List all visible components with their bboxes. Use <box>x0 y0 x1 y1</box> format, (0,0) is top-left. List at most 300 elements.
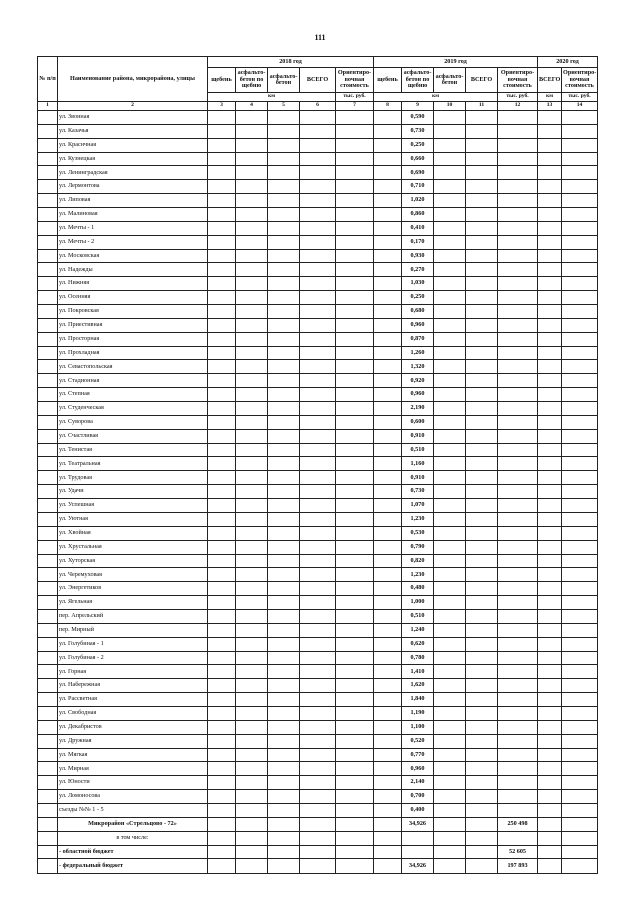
empty-cell <box>300 651 336 665</box>
empty-cell <box>434 360 466 374</box>
header-2019-asph-gravel: асфальто-бетон по щебню <box>402 68 434 93</box>
empty-cell <box>538 512 562 526</box>
street-name: ул. Театральная <box>58 457 208 471</box>
empty-cell <box>466 180 498 194</box>
header-col-name: Наименование района, микрорайона, улицы <box>58 57 208 102</box>
column-number: 3 <box>208 102 236 111</box>
column-number: 1 <box>38 102 58 111</box>
empty-cell <box>208 221 236 235</box>
table-row <box>38 540 598 554</box>
empty-cell <box>268 762 300 776</box>
table-row <box>38 526 598 540</box>
street-name: ул. Ягельная <box>58 596 208 610</box>
empty-cell <box>268 402 300 416</box>
length-2019: 0,820 <box>402 554 434 568</box>
empty-cell <box>466 332 498 346</box>
empty-cell <box>268 720 300 734</box>
empty-cell <box>466 235 498 249</box>
empty-cell <box>336 263 374 277</box>
table-row <box>38 859 598 874</box>
empty-cell <box>268 166 300 180</box>
empty-cell <box>374 512 402 526</box>
empty-cell <box>336 734 374 748</box>
empty-cell <box>562 776 598 790</box>
empty-cell <box>562 803 598 817</box>
table-row <box>38 499 598 513</box>
column-number: 11 <box>466 102 498 111</box>
empty-cell <box>374 152 402 166</box>
empty-cell <box>268 582 300 596</box>
empty-cell <box>434 208 466 222</box>
length-2019: 0,530 <box>402 526 434 540</box>
empty-cell <box>538 845 562 859</box>
empty-cell <box>562 305 598 319</box>
empty-cell <box>374 194 402 208</box>
empty-cell <box>336 291 374 305</box>
empty-cell <box>374 817 402 831</box>
empty-cell <box>498 554 538 568</box>
empty-cell <box>434 277 466 291</box>
empty-cell <box>434 623 466 637</box>
empty-cell <box>434 332 466 346</box>
empty-cell <box>236 332 268 346</box>
empty-cell <box>208 166 236 180</box>
empty-cell <box>236 152 268 166</box>
empty-cell <box>300 748 336 762</box>
empty-cell <box>336 180 374 194</box>
table-row <box>38 374 598 388</box>
empty-cell <box>538 429 562 443</box>
empty-cell <box>268 845 300 859</box>
empty-cell <box>374 845 402 859</box>
empty-cell <box>336 651 374 665</box>
empty-cell <box>208 665 236 679</box>
empty-cell <box>538 817 562 831</box>
empty-cell <box>466 665 498 679</box>
empty-cell <box>300 166 336 180</box>
empty-cell <box>374 679 402 693</box>
empty-cell <box>268 305 300 319</box>
empty-cell <box>336 623 374 637</box>
empty-cell <box>38 471 58 485</box>
empty-cell <box>562 623 598 637</box>
empty-cell <box>538 596 562 610</box>
empty-cell <box>236 374 268 388</box>
empty-cell <box>562 277 598 291</box>
empty-cell <box>236 346 268 360</box>
empty-cell <box>562 360 598 374</box>
empty-cell <box>336 332 374 346</box>
empty-cell <box>336 166 374 180</box>
empty-cell <box>538 152 562 166</box>
street-name: ул. Тенистая <box>58 443 208 457</box>
empty-cell <box>466 734 498 748</box>
empty-cell <box>268 776 300 790</box>
empty-cell <box>562 679 598 693</box>
empty-cell <box>562 166 598 180</box>
table-row <box>38 485 598 499</box>
empty-cell <box>300 637 336 651</box>
empty-cell <box>268 693 300 707</box>
empty-cell <box>236 679 268 693</box>
empty-cell <box>434 568 466 582</box>
empty-cell <box>208 249 236 263</box>
empty-cell <box>236 138 268 152</box>
empty-cell <box>38 526 58 540</box>
empty-cell <box>236 665 268 679</box>
column-number: 9 <box>402 102 434 111</box>
empty-cell <box>374 235 402 249</box>
empty-cell <box>466 263 498 277</box>
empty-cell <box>336 693 374 707</box>
empty-cell <box>562 291 598 305</box>
length-2019: 0,170 <box>402 235 434 249</box>
empty-cell <box>38 443 58 457</box>
empty-cell <box>562 831 598 845</box>
length-2019: 0,790 <box>402 540 434 554</box>
empty-cell <box>208 429 236 443</box>
empty-cell <box>562 415 598 429</box>
empty-cell <box>498 748 538 762</box>
empty-cell <box>562 720 598 734</box>
table-row <box>38 318 598 332</box>
street-name: ул. Нижняя <box>58 277 208 291</box>
empty-cell <box>268 540 300 554</box>
empty-cell <box>336 748 374 762</box>
empty-cell <box>434 651 466 665</box>
empty-cell <box>498 526 538 540</box>
empty-cell <box>466 596 498 610</box>
empty-cell <box>498 221 538 235</box>
empty-cell <box>236 111 268 125</box>
empty-cell <box>268 318 300 332</box>
empty-cell <box>498 762 538 776</box>
empty-cell <box>466 790 498 804</box>
empty-cell <box>300 720 336 734</box>
empty-cell <box>434 249 466 263</box>
empty-cell <box>374 471 402 485</box>
empty-cell <box>434 540 466 554</box>
empty-cell <box>374 291 402 305</box>
empty-cell <box>300 499 336 513</box>
column-number: 2 <box>58 102 208 111</box>
table-row <box>38 817 598 831</box>
length-2019: 34,926 <box>402 859 434 874</box>
street-name: ул. Юности <box>58 776 208 790</box>
empty-cell <box>466 512 498 526</box>
empty-cell <box>208 831 236 845</box>
street-name: ул. Приестивная <box>58 318 208 332</box>
empty-cell <box>538 859 562 874</box>
empty-cell <box>466 111 498 125</box>
empty-cell <box>208 152 236 166</box>
empty-cell <box>336 485 374 499</box>
street-name: ул. Хрустальная <box>58 540 208 554</box>
empty-cell <box>538 526 562 540</box>
table-row <box>38 429 598 443</box>
empty-cell <box>434 499 466 513</box>
header-2020-cost: Ориентиро-вочная стоимость <box>562 68 598 93</box>
empty-cell <box>562 429 598 443</box>
table-row <box>38 166 598 180</box>
empty-cell <box>300 194 336 208</box>
empty-cell <box>300 512 336 526</box>
empty-cell <box>374 305 402 319</box>
empty-cell <box>374 402 402 416</box>
empty-cell <box>562 111 598 125</box>
street-name: ул. Стадионная <box>58 374 208 388</box>
empty-cell <box>300 554 336 568</box>
length-2019: 0,930 <box>402 249 434 263</box>
table-row <box>38 415 598 429</box>
empty-cell <box>434 582 466 596</box>
length-2019: 1,030 <box>402 277 434 291</box>
empty-cell <box>336 249 374 263</box>
empty-cell <box>498 776 538 790</box>
empty-cell <box>434 402 466 416</box>
empty-cell <box>466 166 498 180</box>
empty-cell <box>208 651 236 665</box>
table-row <box>38 332 598 346</box>
empty-cell <box>38 263 58 277</box>
empty-cell <box>466 443 498 457</box>
empty-cell <box>268 443 300 457</box>
empty-cell <box>498 152 538 166</box>
table-row <box>38 568 598 582</box>
empty-cell <box>466 249 498 263</box>
empty-cell <box>498 720 538 734</box>
empty-cell <box>38 679 58 693</box>
empty-cell <box>434 776 466 790</box>
empty-cell <box>236 291 268 305</box>
empty-cell <box>466 429 498 443</box>
column-number: 7 <box>336 102 374 111</box>
empty-cell <box>336 429 374 443</box>
empty-cell <box>268 208 300 222</box>
empty-cell <box>300 111 336 125</box>
table-row <box>38 706 598 720</box>
empty-cell <box>208 180 236 194</box>
header-2020-unit-rub: тыс. руб. <box>562 93 598 102</box>
street-name: ул. Голубиная - 1 <box>58 637 208 651</box>
empty-cell <box>498 693 538 707</box>
street-name: ул. Казачья <box>58 124 208 138</box>
empty-cell <box>268 221 300 235</box>
empty-cell <box>434 831 466 845</box>
empty-cell <box>336 318 374 332</box>
empty-cell <box>466 194 498 208</box>
street-name: ул. Осенняя <box>58 291 208 305</box>
length-2019: 0,860 <box>402 208 434 222</box>
empty-cell <box>562 845 598 859</box>
table-row <box>38 221 598 235</box>
empty-cell <box>208 679 236 693</box>
empty-cell <box>466 831 498 845</box>
empty-cell <box>538 831 562 845</box>
empty-cell <box>300 291 336 305</box>
empty-cell <box>336 402 374 416</box>
empty-cell <box>374 277 402 291</box>
empty-cell <box>434 748 466 762</box>
empty-cell <box>434 111 466 125</box>
table-row <box>38 291 598 305</box>
empty-cell <box>374 249 402 263</box>
empty-cell <box>466 609 498 623</box>
table-row <box>38 152 598 166</box>
empty-cell <box>466 138 498 152</box>
empty-cell <box>336 512 374 526</box>
empty-cell <box>268 194 300 208</box>
empty-cell <box>466 637 498 651</box>
empty-cell <box>538 609 562 623</box>
empty-cell <box>466 457 498 471</box>
empty-cell <box>38 706 58 720</box>
length-2019: 34,926 <box>402 817 434 831</box>
empty-cell <box>208 554 236 568</box>
empty-cell <box>38 651 58 665</box>
empty-cell <box>38 332 58 346</box>
empty-cell <box>38 609 58 623</box>
empty-cell <box>538 762 562 776</box>
empty-cell <box>38 637 58 651</box>
empty-cell <box>300 221 336 235</box>
empty-cell <box>300 124 336 138</box>
street-name: пер. Апрельский <box>58 609 208 623</box>
empty-cell <box>434 512 466 526</box>
empty-cell <box>300 415 336 429</box>
empty-cell <box>562 762 598 776</box>
length-2019: 1,230 <box>402 512 434 526</box>
length-2019: 0,250 <box>402 291 434 305</box>
table-row <box>38 277 598 291</box>
empty-cell <box>268 124 300 138</box>
empty-cell <box>498 706 538 720</box>
empty-cell <box>374 776 402 790</box>
empty-cell <box>562 221 598 235</box>
empty-cell <box>208 277 236 291</box>
street-name: пер. Мирный <box>58 623 208 637</box>
street-name: ул. Трудовая <box>58 471 208 485</box>
empty-cell <box>538 249 562 263</box>
empty-cell <box>208 582 236 596</box>
empty-cell <box>300 180 336 194</box>
street-name: ул. Успешная <box>58 499 208 513</box>
length-2019: 0,480 <box>402 582 434 596</box>
empty-cell <box>236 582 268 596</box>
street-name: ул. Энергетиков <box>58 582 208 596</box>
empty-cell <box>466 540 498 554</box>
empty-cell <box>38 665 58 679</box>
empty-cell <box>38 859 58 874</box>
empty-cell <box>538 485 562 499</box>
empty-cell <box>300 374 336 388</box>
table-row <box>38 651 598 665</box>
empty-cell <box>498 790 538 804</box>
empty-cell <box>498 346 538 360</box>
empty-cell <box>268 803 300 817</box>
empty-cell <box>38 485 58 499</box>
empty-cell <box>300 596 336 610</box>
empty-cell <box>498 512 538 526</box>
table-row <box>38 762 598 776</box>
length-2019: 1,190 <box>402 706 434 720</box>
empty-cell <box>336 679 374 693</box>
empty-cell <box>208 471 236 485</box>
empty-cell <box>300 208 336 222</box>
empty-cell <box>498 623 538 637</box>
table-row <box>38 637 598 651</box>
empty-cell <box>434 817 466 831</box>
empty-cell <box>434 166 466 180</box>
empty-cell <box>268 249 300 263</box>
street-name: ул. Декабристов <box>58 720 208 734</box>
table-row <box>38 790 598 804</box>
empty-cell <box>562 235 598 249</box>
street-name: ул. Набережная <box>58 679 208 693</box>
empty-cell <box>434 388 466 402</box>
empty-cell <box>562 180 598 194</box>
empty-cell <box>538 166 562 180</box>
empty-cell <box>236 623 268 637</box>
empty-cell <box>434 221 466 235</box>
empty-cell <box>300 623 336 637</box>
empty-cell <box>498 443 538 457</box>
empty-cell <box>374 415 402 429</box>
length-2019: 1,230 <box>402 568 434 582</box>
empty-cell <box>236 415 268 429</box>
empty-cell <box>236 540 268 554</box>
empty-cell <box>538 374 562 388</box>
empty-cell <box>236 596 268 610</box>
empty-cell <box>374 457 402 471</box>
column-number: 12 <box>498 102 538 111</box>
empty-cell <box>336 568 374 582</box>
empty-cell <box>208 263 236 277</box>
empty-cell <box>300 762 336 776</box>
empty-cell <box>466 471 498 485</box>
empty-cell <box>374 208 402 222</box>
table-row <box>38 596 598 610</box>
empty-cell <box>466 776 498 790</box>
empty-cell <box>336 277 374 291</box>
empty-cell <box>562 526 598 540</box>
empty-cell <box>38 776 58 790</box>
empty-cell <box>538 277 562 291</box>
empty-cell <box>268 235 300 249</box>
empty-cell <box>300 665 336 679</box>
empty-cell <box>498 318 538 332</box>
empty-cell <box>466 305 498 319</box>
street-name: ул. Мирная <box>58 762 208 776</box>
empty-cell <box>268 596 300 610</box>
length-2019: 1,000 <box>402 596 434 610</box>
empty-cell <box>336 706 374 720</box>
empty-cell <box>562 790 598 804</box>
empty-cell <box>562 568 598 582</box>
empty-cell <box>434 665 466 679</box>
empty-cell <box>38 457 58 471</box>
empty-cell <box>208 748 236 762</box>
empty-cell <box>236 263 268 277</box>
empty-cell <box>208 609 236 623</box>
empty-cell <box>38 124 58 138</box>
empty-cell <box>300 332 336 346</box>
empty-cell <box>374 318 402 332</box>
empty-cell <box>538 305 562 319</box>
empty-cell <box>236 568 268 582</box>
length-2019: 1,620 <box>402 679 434 693</box>
empty-cell <box>434 637 466 651</box>
